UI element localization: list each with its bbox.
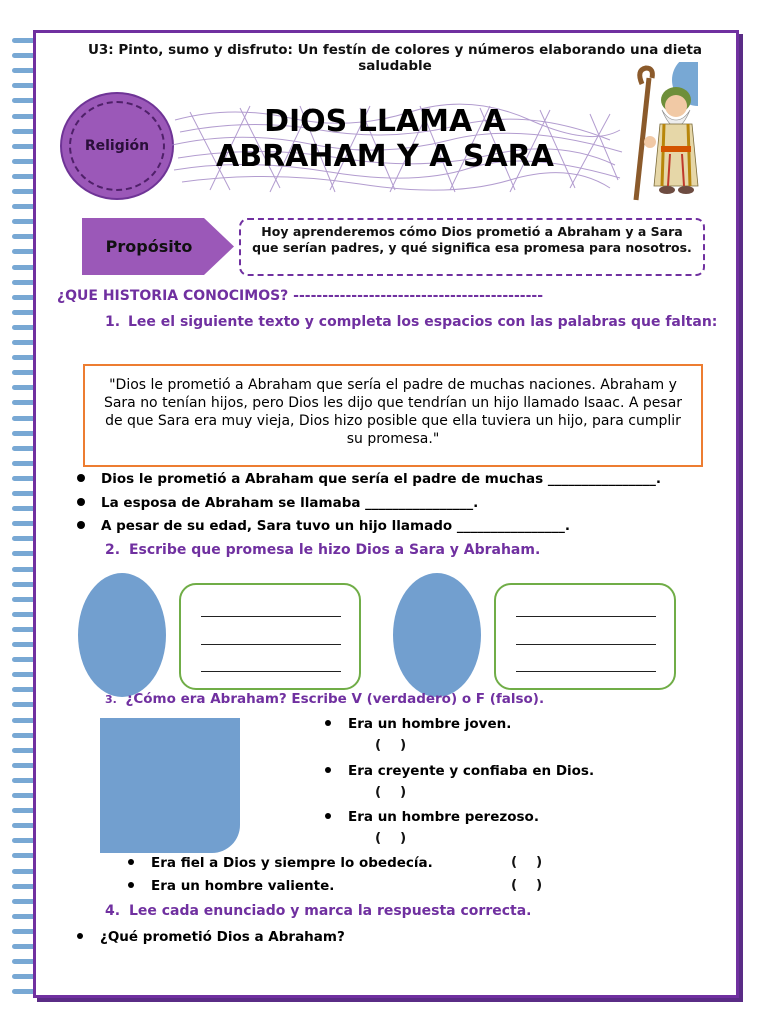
answer-box-sara[interactable] (179, 583, 361, 690)
question-1 (105, 313, 725, 331)
true-false-item-1 (325, 715, 511, 733)
answer-line (516, 616, 656, 617)
bullet-icon (77, 933, 83, 939)
bullet-icon (325, 767, 331, 773)
answer-line (201, 644, 341, 645)
fill-blank-text: La esposa de Abraham se llamaba ________________. (101, 495, 479, 511)
bullet-icon (77, 498, 85, 506)
abraham-illustration (618, 62, 730, 202)
bullet-icon (77, 474, 85, 482)
bullet-icon (128, 882, 134, 888)
section-heading: ¿QUE HISTORIA CONOCIMOS? ------------------------------------------- (57, 288, 544, 304)
answer-box-abraham[interactable] (494, 583, 676, 690)
fill-blank-item-3 (77, 517, 570, 535)
abraham-image-placeholder (393, 573, 481, 697)
answer-blank[interactable]: ( ) (375, 737, 407, 753)
question-3-number: 3. (105, 693, 117, 706)
question-1-number: 1. (105, 314, 121, 330)
subject-badge-label: Religión (69, 101, 165, 191)
true-false-text: Era un hombre joven. (348, 716, 512, 732)
true-false-text: Era creyente y confiaba en Dios. (348, 763, 595, 779)
question-3-text: ¿Cómo era Abraham? Escribe V (verdadero) o F (falso). (125, 691, 545, 707)
sara-image-placeholder (78, 573, 166, 697)
bullet-icon (128, 859, 134, 865)
answer-blank[interactable]: ( ) (375, 830, 407, 846)
answer-blank[interactable]: ( ) (511, 877, 543, 893)
abraham-photo-placeholder (100, 718, 240, 853)
question-2 (105, 541, 540, 559)
purpose-text: Hoy aprenderemos cómo Dios prometió a Abraham y a Sara que serían padres, y qué significa esa promesa para nosotros. (239, 218, 705, 276)
bullet-icon (325, 720, 331, 726)
answer-blank[interactable]: ( ) (375, 784, 407, 800)
true-false-item-2 (325, 762, 594, 780)
question-4 (105, 902, 532, 920)
bullet-icon (325, 813, 331, 819)
true-false-text: Era fiel a Dios y siempre lo obedecía. (151, 855, 433, 871)
fill-blank-item-1 (77, 470, 661, 488)
multiple-choice-item-1 (77, 928, 345, 946)
true-false-item-3 (325, 808, 539, 826)
lesson-title (180, 104, 590, 174)
purpose-label: Propósito (105, 237, 193, 256)
true-false-text: Era un hombre valiente. (151, 878, 335, 894)
subject-badge (60, 92, 174, 200)
fill-blank-item-2 (77, 494, 478, 512)
multiple-choice-text: ¿Qué prometió Dios a Abraham? (100, 929, 345, 945)
question-1-text: Lee el siguiente texto y completa los espacios con las palabras que faltan: (128, 314, 718, 330)
unit-title: U3: Pinto, sumo y disfruto: Un festín de colores y números elaborando una dieta saludable (87, 42, 703, 74)
fill-blank-text: Dios le prometió a Abraham que sería el padre de muchas ________________. (101, 471, 662, 487)
true-false-text: Era un hombre perezoso. (348, 809, 539, 825)
true-false-item-4 (128, 854, 433, 872)
question-4-number: 4. (105, 903, 121, 919)
question-4-text: Lee cada enunciado y marca la respuesta correcta. (128, 903, 532, 919)
question-2-text: Escribe que promesa le hizo Dios a Sara y Abraham. (128, 542, 541, 558)
answer-line (516, 671, 656, 672)
answer-line (516, 644, 656, 645)
bullet-icon (77, 521, 85, 529)
true-false-item-5 (128, 877, 334, 895)
title-line-1: DIOS LLAMA A (264, 104, 506, 139)
question-3 (105, 690, 544, 709)
title-line-2: ABRAHAM Y A SARA (216, 139, 554, 174)
answer-line (201, 671, 341, 672)
answer-line (201, 616, 341, 617)
answer-blank[interactable]: ( ) (511, 854, 543, 870)
fill-blank-text: A pesar de su edad, Sara tuvo un hijo llamado ________________. (101, 518, 570, 534)
question-2-number: 2. (105, 542, 121, 558)
story-quote-box: "Dios le prometió a Abraham que sería el padre de muchas naciones. Abraham y Sara no tenían hijos, pero Dios les dijo que tendrían un hijo llamado Isaac. A pesar de que Sara era muy vieja, Dios hizo posible que ella tuviera un hijo, para cumplir su promesa." (83, 364, 703, 467)
